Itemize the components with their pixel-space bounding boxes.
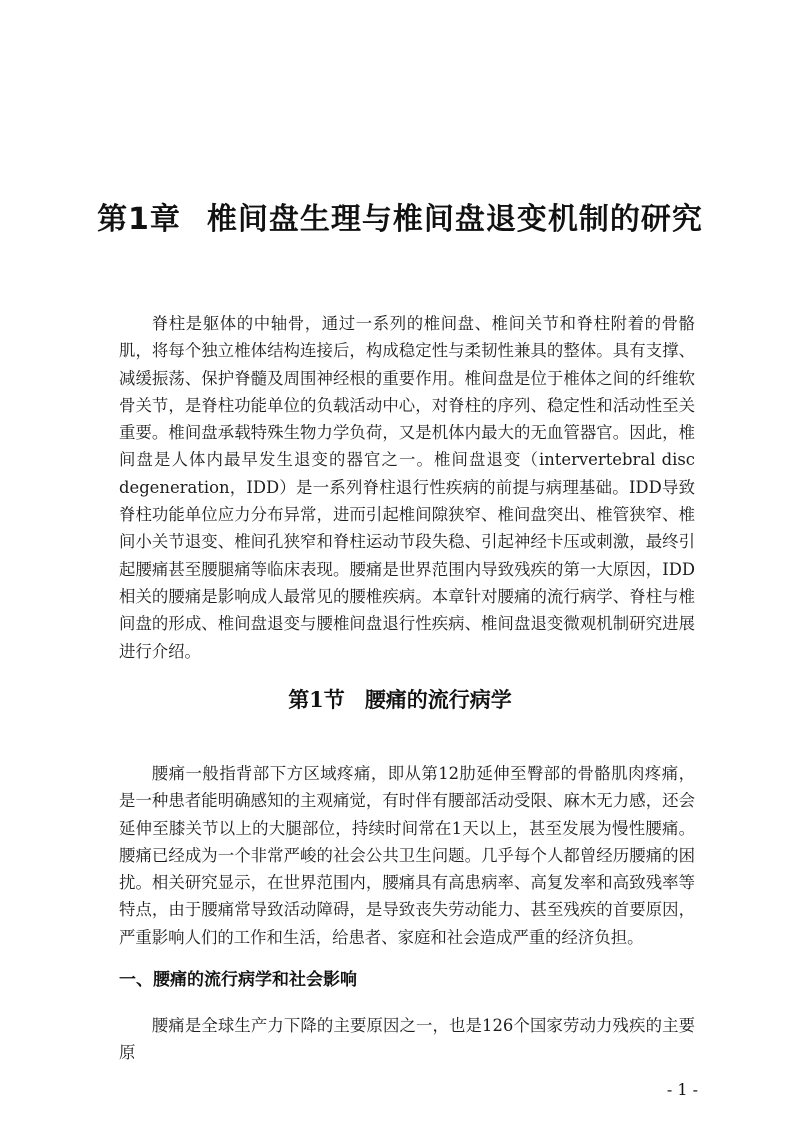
subsection-heading: 一、腰痛的流行病学和社会影响 — [119, 970, 357, 990]
chapter-title — [0, 196, 800, 244]
subsection-paragraph: 腰痛是全球生产力下降的主要原因之一，也是126个国家劳动力残疾的主要原 — [119, 1016, 695, 1063]
page-number: - 1 - — [666, 1080, 698, 1099]
section-number: 第1节 — [288, 687, 345, 712]
section-title — [0, 683, 800, 717]
chapter-number: 第1章 — [97, 202, 181, 237]
chapter-title-text: 椎间盘生理与椎间盘退变机制的研究 — [206, 202, 703, 237]
intro-paragraph: 脊柱是躯体的中轴骨，通过一系列的椎间盘、椎间关节和脊柱附着的骨骼肌，将每个独立椎体结构连接后，构成稳定性与柔韧性兼具的整体。具有支撑、减缓振荡、保护脊髓及周围神经根的重要作用。椎间盘是位于椎体之间的纤维软骨关节，是脊柱功能单位的负载活动中心，对脊柱的序列、稳定性和活动性至关重要。椎间盘承载特殊生物力学负荷，又是机体内最大的无血管器官。因此，椎间盘是人体内最早发生退变的器官之一。椎间盘退变（intervertebral disc degeneration，IDD）是一系列脊柱退行性疾病的前提与病理基础。IDD导致脊柱功能单位应力分布异常，进而引起椎间隙狭窄、椎间盘突出、椎管狭窄、椎间小关节退变、椎间孔狭窄和脊柱运动节段失稳、引起神经卡压或刺激，最终引起腰痛甚至腰腿痛等临床表现。腰痛是世界范围内导致残疾的第一大原因，IDD相关的腰痛是影响成人最常见的腰椎疾病。本章针对腰痛的流行病学、脊柱与椎间盘的形成、椎间盘退变与腰椎间盘退行性疾病、椎间盘退变微观机制研究进展进行介绍。 — [119, 314, 695, 661]
section-paragraph: 腰痛一般指背部下方区域疼痛，即从第12肋延伸至臀部的骨骼肌肉疼痛，是一种患者能明确感知的主观痛觉，有时伴有腰部活动受限、麻木无力感，还会延伸至膝关节以上的大腿部位，持续时间常在1天以上，甚至发展为慢性腰痛。腰痛已经成为一个非常严峻的社会公共卫生问题。几乎每个人都曾经历腰痛的困扰。相关研究显示，在世界范围内，腰痛具有高患病率、高复发率和高致残率等特点，由于腰痛常导致活动障碍，是导致丧失劳动能力、甚至残疾的首要原因，严重影响人们的工作和生活，给患者、家庭和社会造成严重的经济负担。 — [119, 764, 695, 947]
section-title-text: 腰痛的流行病学 — [364, 687, 512, 712]
